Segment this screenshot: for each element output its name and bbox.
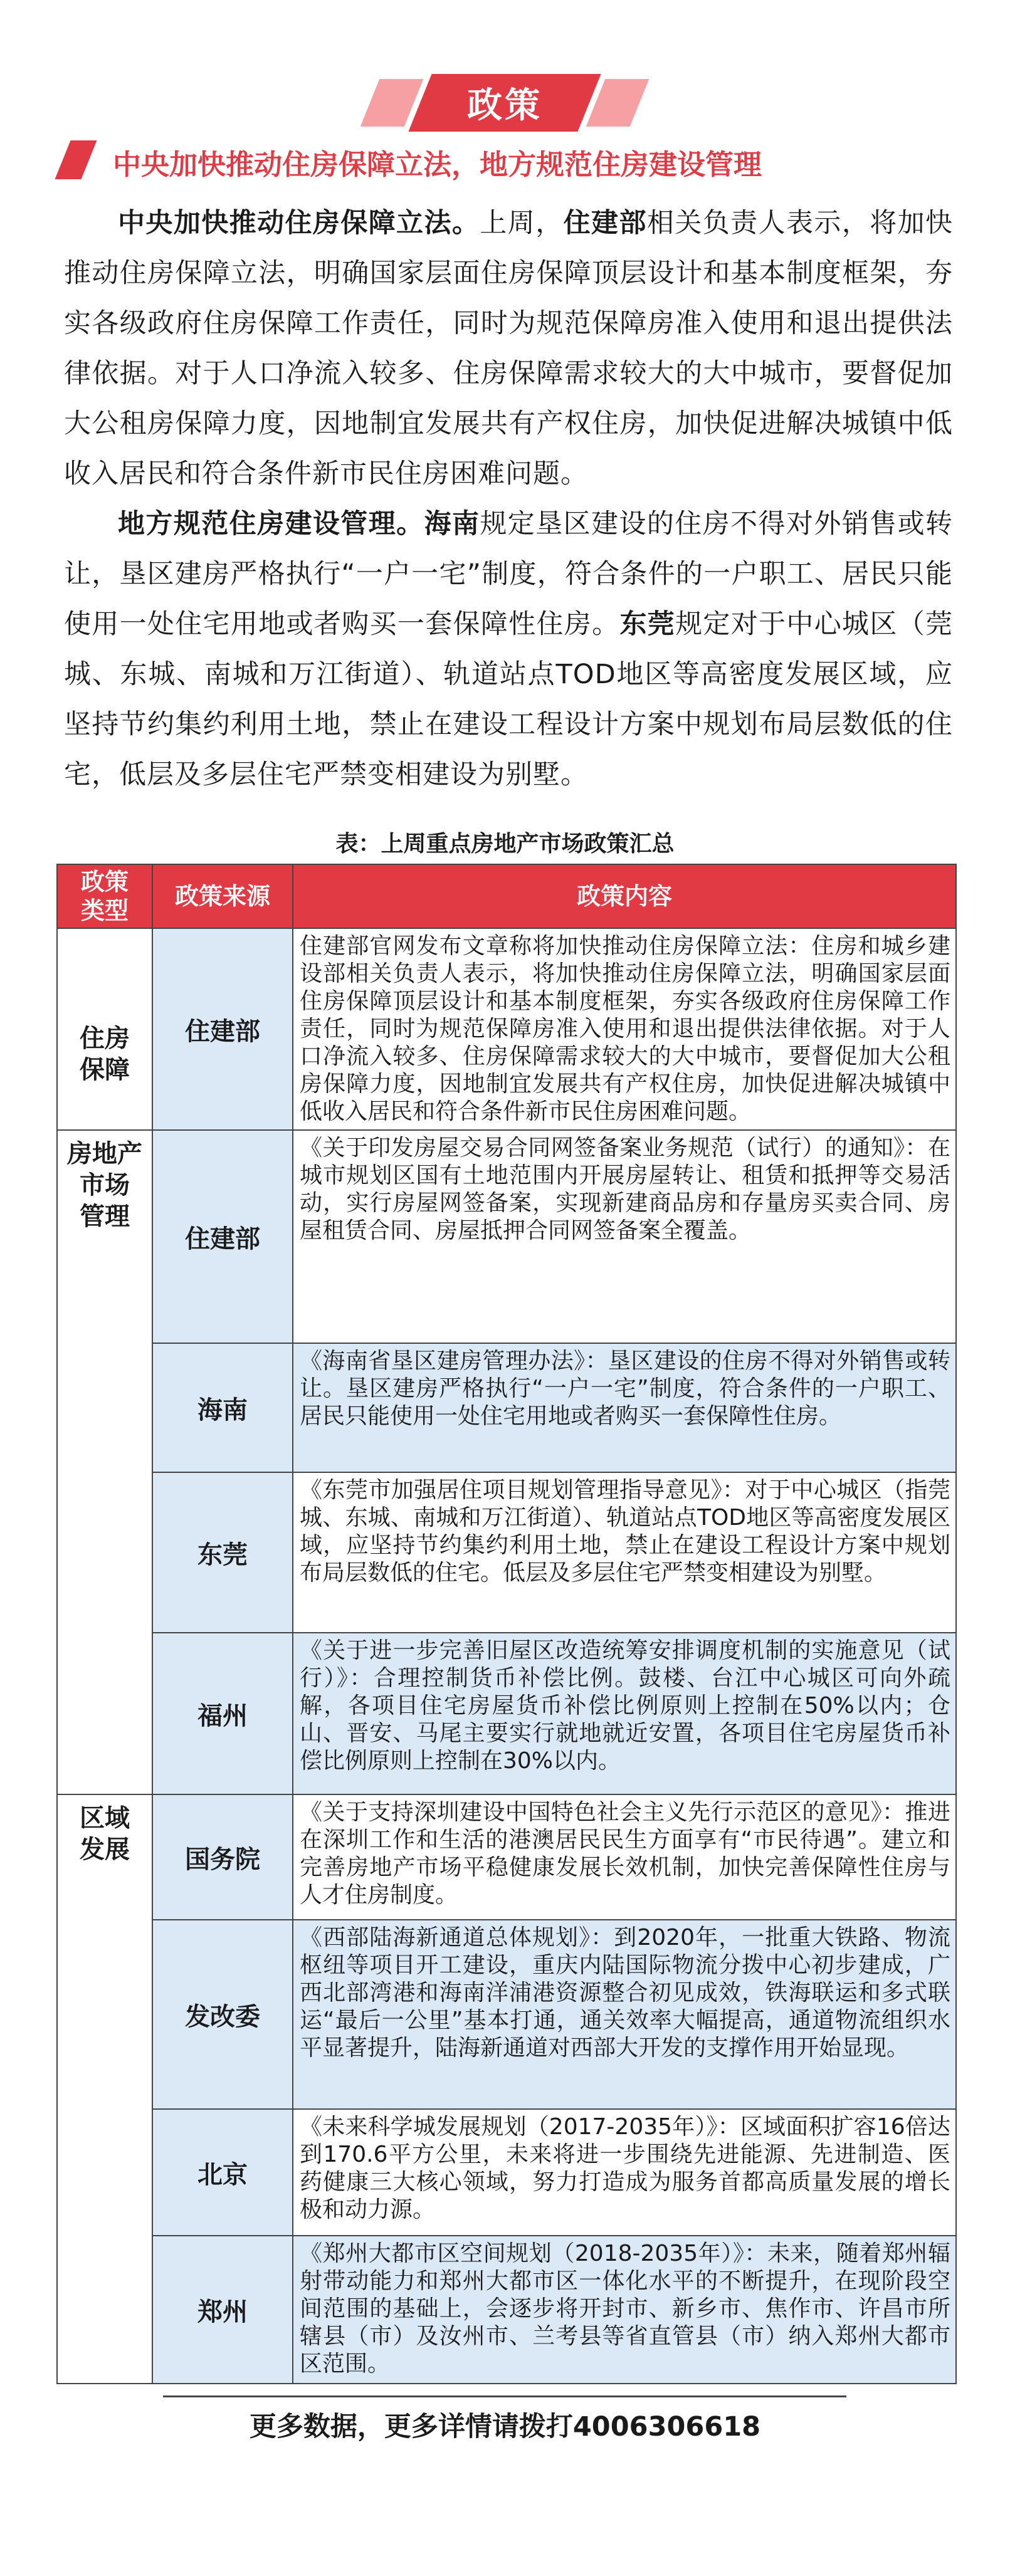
content-cell: 《郑州大都市区空间规划（2018-2035年）》：未来，随着郑州辐射带动能力和郑州大都市区一体化水平的不断提升，在现阶段空间范围的基础上，会逐步将开封市、新乡市、焦作市、许昌市所辖县（市）及汝州市、兰考县等省直管县（市）纳入郑州大都市区范围。 bbox=[293, 2236, 956, 2384]
table-row bbox=[57, 928, 956, 1130]
footer-contact: 更多数据，更多详情请拨打4006306618 bbox=[249, 2411, 761, 2442]
paragraph-bold-entity: 东莞 bbox=[619, 609, 676, 640]
paragraph-central bbox=[64, 198, 953, 499]
content-cell: 《关于支持深圳建设中国特色社会主义先行示范区的意见》：推进在深圳工作和生活的港澳居民民生方面享有“市民待遇”。建立和完善房地产市场平稳健康发展长效机制，加快完善保障性住房与人才住房制度。 bbox=[293, 1794, 956, 1920]
table-row bbox=[57, 2109, 956, 2236]
source-cell: 东莞 bbox=[152, 1472, 293, 1633]
content-cell: 《东莞市加强居住项目规划管理指导意见》：对于中心城区（指莞城、东城、南城和万江街道）、轨道站点TOD地区等高密度发展区域，应坚持节约集约利用土地，禁止在建设工程设计方案中规划布局层数低的住宅。低层及多层住宅严禁变相建设为别墅。 bbox=[293, 1472, 956, 1633]
source-cell: 国务院 bbox=[152, 1794, 293, 1920]
source-cell: 福州 bbox=[152, 1633, 293, 1794]
source-cell: 住建部 bbox=[152, 928, 293, 1130]
header-type: 政策 类型 bbox=[57, 864, 152, 928]
table-row bbox=[57, 1343, 956, 1472]
table-title: 表：上周重点房地产市场政策汇总 bbox=[335, 831, 675, 857]
table-row bbox=[57, 1920, 956, 2109]
paragraph-bold-entity: 住建部 bbox=[563, 207, 647, 239]
source-cell: 郑州 bbox=[152, 2236, 293, 2384]
paragraph-lead: 中央加快推动住房保障立法。 bbox=[118, 207, 480, 239]
paragraph-text: 规定垦区建设的住房不得对外销售或转让，垦区建房严格执行“一户一宅”制度，符合条件的一户职工、居民只能使用一处住宅用地或者购买一套保障性住房。 bbox=[64, 508, 954, 640]
source-cell: 海南 bbox=[152, 1343, 293, 1472]
content-cell: 《关于印发房屋交易合同网签备案业务规范（试行）的通知》：在城市规划区国有土地范围内开展房屋转让、租赁和抵押等交易活动，实行房屋网签备案，实现新建商品房和存量房买卖合同、房屋租赁合同、房屋抵押合同网签备案全覆盖。 bbox=[293, 1130, 956, 1343]
paragraph-local bbox=[64, 499, 953, 800]
source-cell: 发改委 bbox=[152, 1920, 293, 2109]
source-cell: 北京 bbox=[152, 2109, 293, 2236]
header-content: 政策内容 bbox=[293, 864, 956, 928]
content-cell: 《未来科学城发展规划（2017-2035年）》：区域面积扩容16倍达到170.6平方公里，未来将进一步围绕先进能源、先进制造、医药健康三大核心领域，努力打造成为服务首都高质量发展的增长极和动力源。 bbox=[293, 2109, 956, 2236]
paragraph-text: 上周， bbox=[480, 207, 564, 239]
content-cell: 《海南省垦区建房管理办法》：垦区建设的住房不得对外销售或转让。垦区建房严格执行“一户一宅”制度，符合条件的一户职工、居民只能使用一处住宅用地或者购买一套保障性住房。 bbox=[293, 1343, 956, 1472]
footer-divider bbox=[163, 2395, 846, 2397]
section-title-banner bbox=[370, 74, 639, 132]
policy-table bbox=[56, 864, 957, 2384]
table-row bbox=[57, 2236, 956, 2384]
paragraph-text: 规定对于中心城区（莞城、东城、南城和万江街道）、轨道站点TOD地区等高密度发展区域，应坚持节约集约利用土地，禁止在建设工程设计方案中规划布局层数低的住宅，低层及多层住宅严禁变相建设为别墅。 bbox=[64, 609, 954, 790]
content-cell: 《西部陆海新通道总体规划》：到2020年，一批重大铁路、物流枢纽等项目开工建设，重庆内陆国际物流分拨中心初步建成，广西北部湾港和海南洋浦港资源整合初见成效，铁海联运和多式联运“最后一公里”基本打通，通关效率大幅提高，通道物流组织水平显著提升，陆海新通道对西部大开发的支撑作用开始显现。 bbox=[293, 1920, 956, 2109]
header-source: 政策来源 bbox=[152, 864, 293, 928]
subheading-marker-icon bbox=[55, 140, 97, 179]
type-regional-development: 区域 发展 bbox=[57, 1794, 152, 2384]
subheading-bar bbox=[63, 137, 972, 187]
paragraph-bold-entity: 海南 bbox=[424, 508, 480, 540]
section-title: 政策 bbox=[467, 85, 542, 126]
source-cell: 住建部 bbox=[152, 1130, 293, 1343]
paragraph-lead: 地方规范住房建设管理。 bbox=[118, 508, 424, 540]
table-row bbox=[57, 1472, 956, 1633]
type-market-management: 房地产 市场 管理 bbox=[57, 1130, 152, 1794]
content-cell: 住建部官网发布文章称将加快推动住房保障立法：住房和城乡建设部相关负责人表示，将加快推动住房保障立法，明确国家层面住房保障顶层设计和基本制度框架，夯实各级政府住房保障工作责任，同时为规范保障房准入使用和退出提供法律依据。对于人口净流入较多、住房保障需求较大的大中城市，要督促加大公租房保障力度，因地制宜发展共有产权住房，加快促进解决城镇中低收入居民和符合条件新市民住房困难问题。 bbox=[293, 928, 956, 1130]
table-header-row bbox=[57, 864, 956, 928]
table-row bbox=[57, 1633, 956, 1794]
table-row bbox=[57, 1130, 956, 1343]
type-housing-security: 住房 保障 bbox=[57, 928, 152, 1130]
content-cell: 《关于进一步完善旧屋区改造统筹安排调度机制的实施意见（试行）》：合理控制货币补偿比例。鼓楼、台江中心城区可向外疏解，各项目住宅房屋货币补偿比例原则上控制在50%以内；仓山、晋安、马尾主要实行就地就近安置，各项目住宅房屋货币补偿比例原则上控制在30%以内。 bbox=[293, 1633, 956, 1794]
paragraph-text: 相关负责人表示，将加快推动住房保障立法，明确国家层面住房保障顶层设计和基本制度框架，夯实各级政府住房保障工作责任，同时为规范保障房准入使用和退出提供法律依据。对于人口净流入较多、住房保障需求较大的大中城市，要督促加大公租房保障力度，因地制宜发展共有产权住房，加快促进解决城镇中低收入居民和符合条件新市民住房困难问题。 bbox=[64, 207, 954, 490]
table-row bbox=[57, 1794, 956, 1920]
subheading: 中央加快推动住房保障立法，地方规范住房建设管理 bbox=[113, 147, 762, 181]
